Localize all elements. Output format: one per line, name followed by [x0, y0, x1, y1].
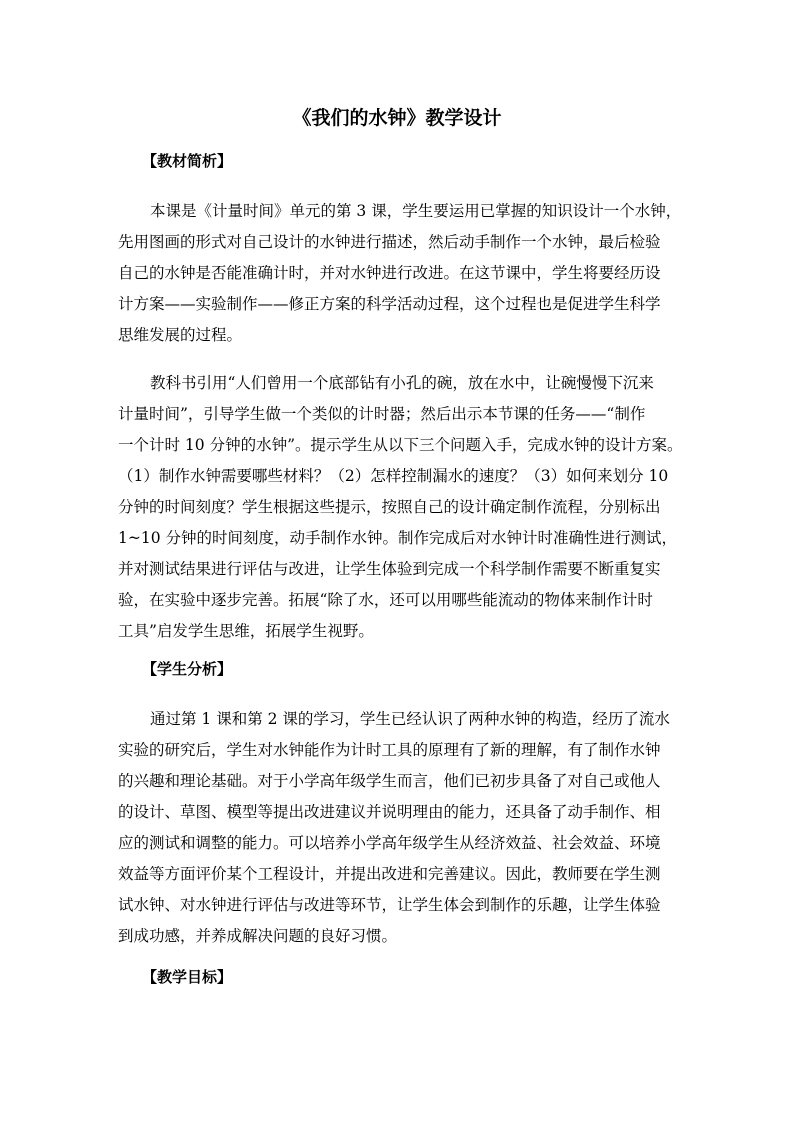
paragraph-line: （1）制作水钟需要哪些材料？（2）怎样控制漏水的速度？（3）如何来划分 10 — [118, 467, 669, 485]
paragraph-line: 计方案——实验制作——修正方案的科学活动过程，这个过程也是促进学生科学 — [118, 295, 661, 313]
paragraph-textbook-analysis-2 — [118, 368, 688, 647]
paragraph-line: 到成功感，并养成解决问题的良好习惯。 — [118, 927, 398, 945]
paragraph-line: 的兴趣和理论基础。对于小学高年级学生而言，他们已初步具备了对自己或他人 — [118, 772, 661, 790]
section-heading-textbook-analysis: 【教材简析】 — [142, 152, 233, 170]
paragraph-line: 通过第 1 课和第 2 课的学习，学生已经认识了两种水钟的构造，经历了流水 — [150, 710, 670, 728]
paragraph-line: 工具”启发学生思维，拓展学生视野。 — [118, 622, 374, 640]
section-heading-teaching-objectives: 【教学目标】 — [142, 968, 233, 986]
paragraph-line: 分钟的时间刻度？学生根据这些提示，按照自己的设计确定制作流程，分别标出 — [118, 498, 661, 516]
paragraph-line: 教科书引用“人们曾用一个底部钻有小孔的碗，放在水中，让碗慢慢下沉来 — [150, 374, 654, 392]
paragraph-line: 实验的研究后，学生对水钟能作为计时工具的原理有了新的理解，有了制作水钟 — [118, 741, 661, 759]
paragraph-line: 自己的水钟是否能准确计时，并对水钟进行改进。在这节课中，学生将要经历设 — [118, 264, 661, 282]
paragraph-line: 验，在实验中逐步完善。拓展“除了水，还可以用哪些能流动的物体来制作计时 — [118, 591, 653, 609]
paragraph-line: 并对测试结果进行评估与改进，让学生体验到完成一个科学制作需要不断重复实 — [118, 560, 661, 578]
paragraph-line: 应的测试和调整的能力。可以培养小学高年级学生从经济效益、社会效益、环境 — [118, 834, 661, 852]
paragraph-line: 思维发展的过程。 — [118, 326, 243, 344]
paragraph-line: 1~10 分钟的时间刻度，动手制作水钟。制作完成后对水钟计时准确性进行测试， — [118, 529, 678, 547]
paragraph-student-analysis-1 — [118, 704, 688, 952]
paragraph-line: 先用图画的形式对自己设计的水钟进行描述，然后动手制作一个水钟，最后检验 — [118, 233, 661, 251]
section-heading-student-analysis: 【学生分析】 — [142, 660, 233, 678]
page-title: 《我们的水钟》教学设计 — [292, 107, 502, 129]
paragraph-line: 试水钟、对水钟进行评估与改进等环节，让学生体会到制作的乐趣，让学生体验 — [118, 896, 661, 914]
paragraph-line: 计量时间”，引导学生做一个类似的计时器；然后出示本节课的任务——“制作 — [118, 405, 646, 423]
paragraph-line: 效益等方面评价某个工程设计，并提出改进和完善建议。因此，教师要在学生测 — [118, 865, 661, 883]
paragraph-textbook-analysis-1 — [118, 196, 688, 351]
paragraph-line: 的设计、草图、模型等提出改进建议并说明理由的能力，还具备了动手制作、相 — [118, 803, 661, 821]
paragraph-line: 一个计时 10 分钟的水钟”。提示学生从以下三个问题入手，完成水钟的设计方案。 — [118, 436, 683, 454]
paragraph-line: 本课是《计量时间》单元的第 3 课，学生要运用已掌握的知识设计一个水钟， — [150, 202, 682, 220]
